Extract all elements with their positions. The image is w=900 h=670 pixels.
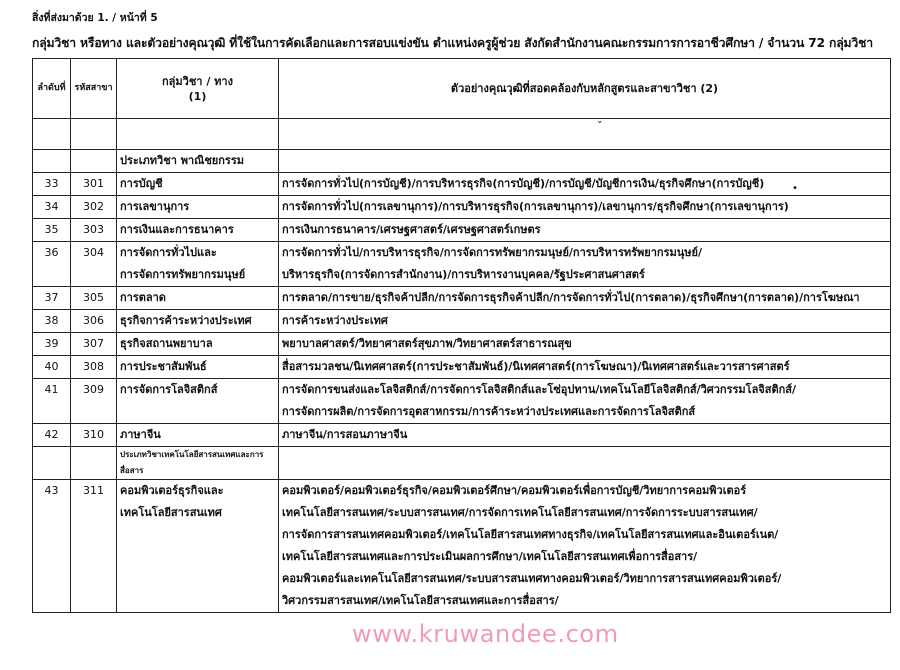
group-name-line: ธุรกิจการค้าระหว่างประเทศ: [120, 314, 252, 327]
row-examples: [279, 310, 891, 333]
example-line: การเงินการธนาคาร/เศรษฐศาสตร์/เศรษฐศาสตร์เกษตร: [282, 223, 541, 236]
group-name-line: การประชาสัมพันธ์: [120, 360, 207, 373]
row-code: 311: [71, 480, 117, 613]
row-group-name: [117, 333, 279, 356]
hint-mark: ⌄: [596, 116, 604, 126]
row-order: 34: [33, 196, 71, 219]
row-code: 308: [71, 356, 117, 379]
row-code: 310: [71, 424, 117, 447]
row-group-name: [117, 310, 279, 333]
header-group: [117, 59, 279, 119]
table-row: [33, 287, 891, 310]
group-name-line: การบัญชี: [120, 177, 163, 190]
header-order: ลำดับที่: [33, 59, 71, 119]
example-line: การจัดการทั่วไป(การเลขานุการ)/การบริหารธุรกิจ(การเลขานุการ)/เลขานุการ/ธุรกิจศึกษา(การเลขานุการ): [282, 200, 789, 213]
group-name-line: การตลาด: [120, 291, 166, 304]
row-code: 305: [71, 287, 117, 310]
row-group-name: [117, 196, 279, 219]
row-group-name: [117, 173, 279, 196]
row-group-name: [117, 356, 279, 379]
row-examples: [279, 196, 891, 219]
group-name-line: การจัดการทรัพยากรมนุษย์: [120, 268, 246, 281]
qualification-table: [32, 58, 891, 613]
group-name-line: คอมพิวเตอร์ธุรกิจและ: [120, 484, 224, 497]
example-line: วิศวกรรมสารสนเทศ/เทคโนโลยีสารสนเทศและการสื่อสาร/: [282, 594, 559, 607]
row-examples: [279, 480, 891, 613]
row-group-name: [117, 219, 279, 242]
category-commerce: ประเภทวิชา พาณิชยกรรม: [117, 150, 279, 173]
header-group-label: กลุ่มวิชา / ทาง: [162, 74, 233, 88]
table-row: [33, 219, 891, 242]
row-code: 303: [71, 219, 117, 242]
example-line: การจัดการสารสนเทศคอมพิวเตอร์/เทคโนโลยีสารสนเทศทางธุรกิจ/เทคโนโลยีสารสนเทศและอินเตอร์เนต/: [282, 528, 779, 541]
example-line: ภาษาจีน/การสอนภาษาจีน: [282, 428, 408, 441]
group-name-line: เทคโนโลยีสารสนเทศ: [120, 506, 222, 519]
example-line: สื่อสารมวลชน/นิเทศศาสตร์(การประชาสัมพันธ์)/นิเทศศาสตร์(การโฆษณา)/นิเทศศาสตร์และวารสารศาสตร์: [282, 360, 790, 373]
header-code: รหัสสาขา: [71, 59, 117, 119]
example-line: การค้าระหว่างประเทศ: [282, 314, 388, 327]
row-order: 39: [33, 333, 71, 356]
row-group-name: [117, 424, 279, 447]
page-heading: กลุ่มวิชา หรือทาง และตัวอย่างคุณวุฒิ ที่ใช้ในการคัดเลือกและการสอบแข่งขัน ตำแหน่งครูผู้ช่วย สังกัดสำนักงานคณะกรรมการการอาชีวศึกษา / จำนวน 72 กลุ่มวิชา: [32, 36, 873, 50]
row-code: 304: [71, 242, 117, 287]
row-examples: [279, 219, 891, 242]
row-examples: [279, 379, 891, 424]
dot-mark: •: [792, 183, 798, 194]
blank-row: [33, 119, 891, 150]
row-code: 309: [71, 379, 117, 424]
row-examples: [279, 287, 891, 310]
group-name-line: การเลขานุการ: [120, 200, 190, 213]
table-row: [33, 333, 891, 356]
category-it: ประเภทวิชาเทคโนโลยีสารสนเทศและการสื่อสาร: [117, 447, 279, 480]
table-row: [33, 310, 891, 333]
row-order: 37: [33, 287, 71, 310]
group-name-line: การจัดการโลจิสติกส์: [120, 383, 218, 396]
example-line: พยาบาลศาสตร์/วิทยาศาสตร์สุขภาพ/วิทยาศาสตร์สาธารณสุข: [282, 337, 572, 350]
group-name-line: ธุรกิจสถานพยาบาล: [120, 337, 213, 350]
example-line: การจัดการผลิต/การจัดการอุตสาหกรรม/การค้าระหว่างประเทศและการจัดการโลจิสติกส์: [282, 405, 696, 418]
row-order: 38: [33, 310, 71, 333]
row-code: 301: [71, 173, 117, 196]
table-row: [33, 424, 891, 447]
table-row: [33, 480, 891, 613]
row-examples: [279, 242, 891, 287]
attachment-note: สิ่งที่ส่งมาด้วย 1. / หน้าที่ 5: [32, 12, 158, 24]
category-row: [33, 447, 891, 480]
table-row: [33, 379, 891, 424]
group-name-line: การเงินและการธนาคาร: [120, 223, 234, 236]
footer-watermark: www.kruwandee.com: [352, 620, 619, 648]
example-line: การตลาด/การขาย/ธุรกิจค้าปลีก/การจัดการธุรกิจค้าปลีก/การจัดการทั่วไป(การตลาด)/ธุรกิจศึกษา(การตลาด)/การโฆษณา: [282, 291, 860, 304]
row-order: 33: [33, 173, 71, 196]
table-row: [33, 356, 891, 379]
row-examples: [279, 424, 891, 447]
row-examples: [279, 333, 891, 356]
row-group-name: [117, 379, 279, 424]
row-order: 42: [33, 424, 71, 447]
header-examples: ตัวอย่างคุณวุฒิที่สอดคล้องกับหลักสูตรและสาขาวิชา (2): [279, 59, 891, 119]
example-line: คอมพิวเตอร์และเทคโนโลยีสารสนเทศ/ระบบสารสนเทศทางคอมพิวเตอร์/วิทยาการสารสนเทศคอมพิวเตอร์/: [282, 572, 782, 585]
row-order: 36: [33, 242, 71, 287]
example-line: เทคโนโลยีสารสนเทศ/ระบบสารสนเทศ/การจัดการเทคโนโลยีสารสนเทศ/การจัดการระบบสารสนเทศ/: [282, 506, 758, 519]
table-body: [33, 119, 891, 613]
table-row: [33, 196, 891, 219]
table-row: [33, 173, 891, 196]
row-order: 43: [33, 480, 71, 613]
header-group-number: (1): [188, 89, 207, 103]
row-code: 307: [71, 333, 117, 356]
example-line: คอมพิวเตอร์/คอมพิวเตอร์ธุรกิจ/คอมพิวเตอร์ศึกษา/คอมพิวเตอร์เพื่อการบัญชี/วิทยาการคอมพิวเตอร์: [282, 484, 747, 497]
example-line: บริหารธุรกิจ(การจัดการสำนักงาน)/การบริหารงานบุคคล/รัฐประศาสนศาสตร์: [282, 268, 645, 281]
table-row: [33, 242, 891, 287]
group-name-line: ภาษาจีน: [120, 428, 161, 441]
row-order: 35: [33, 219, 71, 242]
row-examples: [279, 173, 891, 196]
row-group-name: [117, 242, 279, 287]
example-line: การจัดการทั่วไป(การบัญชี)/การบริหารธุรกิจ(การบัญชี)/การบัญชี/บัญชีการเงิน/ธุรกิจศึกษา(การบัญชี): [282, 177, 765, 190]
example-line: เทคโนโลยีสารสนเทศและการประเมินผลการศึกษา/เทคโนโลยีสารสนเทศเพื่อการสื่อสาร/: [282, 550, 698, 563]
example-line: การจัดการขนส่งและโลจิสติกส์/การจัดการโลจิสติกส์และโซ่อุปทาน/เทคโนโลยีโลจิสติกส์/วิศวกรรมโลจิสติกส์/: [282, 383, 796, 396]
row-order: 40: [33, 356, 71, 379]
row-code: 306: [71, 310, 117, 333]
row-order: 41: [33, 379, 71, 424]
table-header-row: [33, 59, 891, 119]
row-group-name: [117, 287, 279, 310]
row-group-name: [117, 480, 279, 613]
example-line: การจัดการทั่วไป/การบริหารธุรกิจ/การจัดการทรัพยากรมนุษย์/การบริหารทรัพยากรมนุษย์/: [282, 246, 702, 259]
category-row: [33, 150, 891, 173]
group-name-line: การจัดการทั่วไปและ: [120, 246, 217, 259]
row-examples: [279, 356, 891, 379]
row-code: 302: [71, 196, 117, 219]
